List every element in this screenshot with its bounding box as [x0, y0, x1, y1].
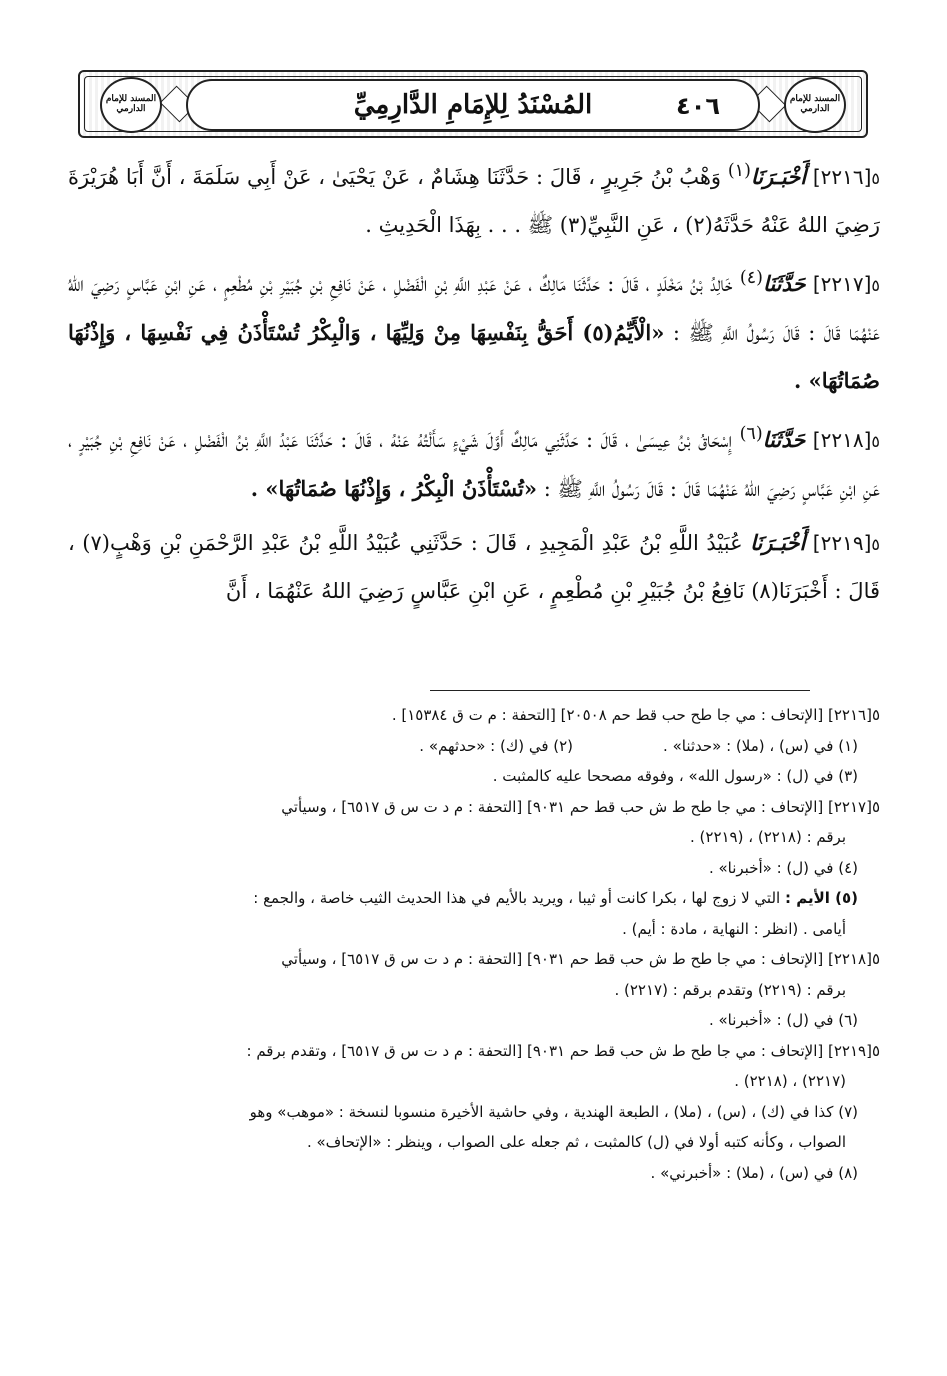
footnote-5: (٥) الأيم : التي لا زوج لها ، بكرا كانت أو ثيبا ، ويريد بالأيم في هذا الحديث الثيب خاصة ، والجمع :	[253, 889, 858, 907]
circle-marker-icon: ٥	[871, 169, 880, 188]
footnote-separator	[430, 690, 810, 691]
hadith-number: ٥[٢٢١٨]	[812, 428, 880, 452]
footnote-7: (٧) كذا في (ك) ، (س) ، (ملا) ، الطبعة الهندية ، وفي حاشية الأخيرة منسوبا لنسخة : «موهب» وهو	[249, 1102, 858, 1121]
footnote-1: (١) في (س) ، (ملا) : «حدثنا» .	[663, 736, 858, 755]
footnote-8: (٨) في (س) ، (ملا) : «أخبرني» .	[650, 1163, 858, 1182]
footnote-ref: (١)	[727, 161, 751, 181]
footnote-2: (٢) في (ك) : «حدثهم» .	[419, 736, 574, 755]
takhrij-2218-cont: برقم : (٢٢١٩) وتقدم برقم : (٢٢١٧) .	[614, 980, 846, 999]
hadith-keyword: أَخْبَـرَنَا	[750, 530, 806, 555]
footnotes	[78, 700, 880, 1188]
circle-marker-icon: ٥	[871, 535, 880, 554]
takhrij-2219: ٥[٢٢١٩] [الإتحاف : مي جا طح ط ش حب قط حم ٩٠٣١] [التحفة : م د ت س ق ٦٥١٧] ، وتقدم برقم :	[246, 1041, 880, 1060]
takhrij-2218: ٥[٢٢١٨] [الإتحاف : مي جا طح ط ش حب قط حم ٩٠٣١] [التحفة : م د ت س ق ٦٥١٧] ، وسيأتي	[281, 950, 880, 968]
hadith-text: وَهْبُ بْنُ جَرِيرٍ ، قَالَ : حَدَّثَنَا هِشَامٌ ، عَنْ يَحْيَىٰ ، عَنْ أَبِي سَلَمَةَ ، أَنَّ أَبَا هُرَيْرَةَ رَضِيَ اللهُ عَنْهُ حَدَّثَهُ(٢) ، عَنِ النَّبِيِّ(٣) ﷺ . . . بِهَذَا الْحَدِيثِ .	[68, 165, 880, 237]
hadith-keyword: حَدَّثَنَا	[762, 271, 806, 296]
takhrij-2216: ٥[٢٢١٦] [الإتحاف : مي جا طح حب قط حم ٢٠٥٠٨] [التحفة : م ت ق ١٥٣٨٤] .	[391, 706, 880, 724]
circle-marker-icon: ٥	[871, 276, 880, 295]
footnote-3: (٣) في (ل) : «رسول الله» ، وفوقه مصححا عليه كالمثبت .	[492, 767, 858, 785]
hadith-2219	[68, 519, 880, 615]
hadith-2216	[68, 148, 880, 249]
medallion-text: المسند للإمام الدارمي	[105, 94, 157, 114]
hadith-quote: «تُسْتَأْذَنُ الْبِكْرُ ، وَإِذْنُهَا صُمَاتُهَا» .	[250, 476, 538, 501]
hadith-text: عُبَيْدُ اللَّهِ بْنُ عَبْدِ الْمَجِيدِ ، قَالَ : حَدَّثَنِي عُبَيْدُ اللَّهِ بْنُ عَبْدِ الرَّحْمَنِ بْنِ وَهْبٍ(٧) ، قَالَ : أَخْبَرَنَا(٨) نَافِعُ بْنُ جُبَيْرِ بْنِ مُطْعِمٍ ، عَنِ ابْنِ عَبَّاسٍ رَضِيَ اللهُ عَنْهُمَا ، أَنَّ	[68, 531, 880, 603]
book-title: المُسْنَدُ لِلإِمَامِ الدَّارِمِيِّ	[353, 90, 593, 120]
footnote-5-cont: أيامى . (انظر : النهاية ، مادة : أيم) .	[622, 919, 846, 938]
circle-marker-icon: ٥	[871, 432, 880, 451]
footnote-ref: (٤)	[739, 268, 763, 288]
takhrij-2217-cont: برقم : (٢٢١٨) ، (٢٢١٩) .	[690, 828, 846, 846]
hadith-number: ٥[٢٢١٧]	[812, 272, 880, 296]
hadith-keyword: حَدَّثَنَا	[762, 427, 806, 452]
hadith-number: ٥[٢٢١٦]	[812, 165, 880, 189]
hadith-2218	[68, 411, 880, 513]
hadith-text: إِسْحَاقُ بْنُ عِيسَىٰ ، قَالَ : حَدَّثَنِي مَالِكٌ أَوَّلَ شَيْءٍ سَأَلْتُهُ عَنْهُ ، قَالَ : حَدَّثَنَا عَبْدُ اللَّهِ بْنُ الْفَضْلِ ، عَنْ نَافِعِ بْنِ جُبَيْرٍ ، عَنِ ابْنِ عَبَّاسٍ رَضِيَ اللهُ عَنْهُمَا قَالَ : قَالَ رَسُولُ اللَّهِ ﷺ :	[68, 428, 880, 501]
footnote-ref: (٦)	[739, 424, 763, 444]
hadith-text: خَالِدُ بْنُ مَخْلَدٍ ، قَالَ : حَدَّثَنَا مَالِكٌ ، عَنْ عَبْدِ اللَّهِ بْنِ الْفَضْلِ ، عَنْ نَافِعِ بْنِ جُبَيْرِ بْنِ مُطْعِمٍ ، عَنِ ابْنِ عَبَّاسٍ رَضِيَ اللهُ عَنْهُمَا قَالَ : قَالَ رَسُولُ اللَّهِ ﷺ :	[68, 272, 880, 345]
header-medallion-left	[100, 77, 162, 133]
page-number: ٤٠٦	[676, 92, 720, 120]
header-cartouche	[186, 79, 760, 131]
hadith-number: ٥[٢٢١٩]	[812, 531, 880, 555]
footnote-row	[78, 731, 880, 762]
header-medallion-right	[784, 77, 846, 133]
footnote-7-cont: الصواب ، وكأنه كتبه أولا في (ل) كالمثبت ، ثم جعله على الصواب ، وينظر : «الإتحاف» .	[306, 1133, 846, 1151]
main-text	[68, 148, 880, 621]
takhrij-2217: ٥[٢٢١٧] [الإتحاف : مي جا طح ط ش حب قط حم ٩٠٣١] [التحفة : م د ت س ق ٦٥١٧] ، وسيأتي	[281, 797, 880, 816]
hadith-quote: «الْأَيِّمُ(٥) أَحَقُّ بِنَفْسِهَا مِنْ وَلِيِّهَا ، وَالْبِكْرُ تُسْتَأْذَنُ فِي نَفْسِهَا ، وَإِذْنُهَا صُمَاتُهَا» .	[68, 320, 880, 393]
medallion-text: المسند للإمام الدارمي	[789, 94, 841, 114]
hadith-2217	[68, 255, 880, 405]
footnote-4: (٤) في (ل) : «أخبرنا» .	[708, 858, 858, 877]
footnote-6: (٦) في (ل) : «أخبرنا» .	[708, 1011, 858, 1029]
hadith-keyword: أَخْبَـرَنَا	[750, 164, 807, 189]
page-header	[78, 70, 868, 138]
takhrij-2219-cont: (٢٢١٧) ، (٢٢١٨) .	[734, 1072, 846, 1090]
